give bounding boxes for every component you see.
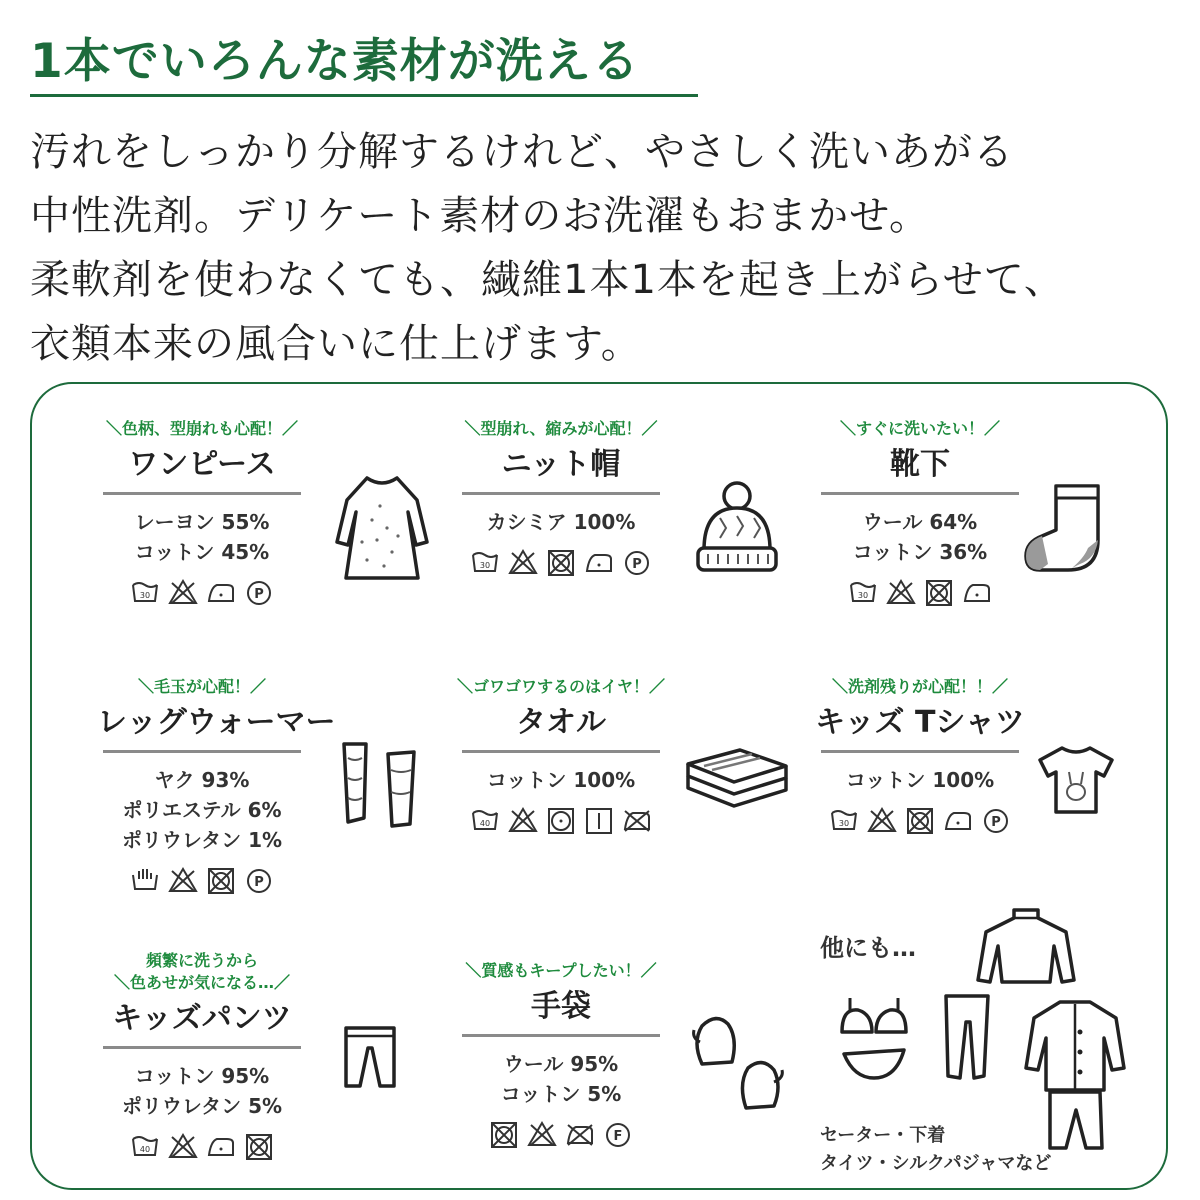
item-name: レッグウォーマー bbox=[97, 705, 336, 740]
item-material: コットン 100% bbox=[486, 768, 636, 792]
care-symbols bbox=[97, 865, 307, 897]
svg-text:30: 30 bbox=[479, 561, 491, 570]
item-material: ポリエステル 6% bbox=[122, 798, 282, 822]
tub-40-icon bbox=[129, 1131, 161, 1163]
item-name: ニット帽 bbox=[501, 447, 621, 482]
item-tagline: ＼毛玉が心配！／ bbox=[137, 677, 266, 696]
tights-icon bbox=[940, 992, 996, 1084]
iron-no-icon bbox=[621, 805, 653, 837]
item-name: 手袋 bbox=[531, 989, 591, 1024]
svg-text:P: P bbox=[632, 557, 642, 572]
iron-low-icon bbox=[205, 1131, 237, 1163]
item-material: ウール 64% bbox=[862, 510, 978, 534]
no-tumble-icon bbox=[488, 1119, 520, 1151]
item-card-onepiece bbox=[97, 418, 307, 609]
intro-line: 中性洗剤。デリケート素材のお洗濯もおまかせ。 bbox=[30, 193, 930, 239]
item-card-kids-pants bbox=[97, 950, 307, 1163]
line-dry-icon bbox=[583, 805, 615, 837]
kids-tshirt-icon bbox=[1036, 744, 1116, 816]
iron-no-icon bbox=[564, 1119, 596, 1151]
item-tagline: ＼すぐに洗いたい！／ bbox=[839, 419, 1000, 438]
item-material: カシミア 100% bbox=[486, 510, 636, 534]
item-material: コットン 36% bbox=[852, 540, 988, 564]
svg-text:F: F bbox=[613, 1129, 623, 1144]
item-card-gloves bbox=[456, 960, 666, 1151]
svg-text:P: P bbox=[254, 587, 264, 602]
mittens-icon bbox=[690, 1012, 790, 1114]
page-heading: 1本でいろんな素材が洗える bbox=[30, 34, 640, 89]
no-bleach-icon bbox=[885, 577, 917, 609]
item-material: ヤク 93% bbox=[154, 768, 250, 792]
svg-text:30: 30 bbox=[857, 591, 869, 600]
no-bleach-icon bbox=[167, 1131, 199, 1163]
svg-text:30: 30 bbox=[838, 819, 850, 828]
item-tagline: ＼ゴワゴワするのはイヤ！／ bbox=[456, 677, 665, 696]
svg-text:P: P bbox=[254, 875, 264, 890]
no-tumble-icon bbox=[205, 865, 237, 897]
dress-icon bbox=[332, 470, 432, 585]
item-tagline: ＼洗剤残りが心配！！／ bbox=[831, 677, 1008, 696]
dry-p-icon bbox=[980, 805, 1012, 837]
item-material: コットン 45% bbox=[134, 540, 270, 564]
item-name: タオル bbox=[516, 705, 606, 740]
svg-text:P: P bbox=[991, 815, 1001, 830]
intro-text bbox=[30, 120, 1180, 376]
no-bleach-icon bbox=[526, 1119, 558, 1151]
iron-low-icon bbox=[583, 547, 615, 579]
others-note-line: セーター・下着 bbox=[820, 1125, 946, 1146]
item-name: キッズパンツ bbox=[112, 1001, 292, 1036]
item-name: ワンピース bbox=[128, 447, 276, 482]
item-divider bbox=[103, 492, 301, 495]
dry-p-icon bbox=[243, 577, 275, 609]
iron-low-icon bbox=[942, 805, 974, 837]
item-material: コットン 95% bbox=[134, 1064, 270, 1088]
iron-low-icon bbox=[205, 577, 237, 609]
item-divider bbox=[462, 492, 660, 495]
intro-line: 柔軟剤を使わなくても、繊維1本1本を起き上がらせて、 bbox=[30, 257, 1065, 303]
item-divider bbox=[821, 750, 1019, 753]
tub-30-icon bbox=[847, 577, 879, 609]
tub-30-icon bbox=[828, 805, 860, 837]
svg-text:40: 40 bbox=[479, 819, 491, 828]
no-bleach-icon bbox=[167, 865, 199, 897]
hand-wash-icon bbox=[129, 865, 161, 897]
item-material: レーヨン 55% bbox=[134, 510, 270, 534]
item-divider bbox=[462, 1034, 660, 1037]
no-tumble-icon bbox=[243, 1131, 275, 1163]
tub-30-icon bbox=[129, 577, 161, 609]
others-note-line: タイツ・シルクパジャマなど bbox=[820, 1153, 1052, 1174]
no-bleach-icon bbox=[866, 805, 898, 837]
care-symbols bbox=[456, 805, 666, 837]
item-material: コットン 5% bbox=[500, 1082, 622, 1106]
no-bleach-icon bbox=[507, 805, 539, 837]
tub-40-icon bbox=[469, 805, 501, 837]
item-divider bbox=[103, 1046, 301, 1049]
care-symbols bbox=[815, 805, 1025, 837]
item-tagline: ＼色柄、型崩れも心配！／ bbox=[105, 419, 298, 438]
tub-30-icon bbox=[469, 547, 501, 579]
care-symbols bbox=[97, 577, 307, 609]
item-tagline: 頻繁に洗うから ＼色あせが気になる…／ bbox=[113, 951, 290, 992]
towel-icon bbox=[682, 742, 792, 814]
item-card-towel bbox=[456, 676, 666, 837]
item-tagline: ＼質感もキープしたい！／ bbox=[465, 961, 657, 980]
care-symbols bbox=[456, 1119, 666, 1151]
svg-text:30: 30 bbox=[139, 591, 151, 600]
others-note bbox=[820, 1122, 1051, 1178]
item-divider bbox=[462, 750, 660, 753]
item-card-socks bbox=[815, 418, 1025, 609]
item-material: ポリウレタン 1% bbox=[121, 828, 283, 852]
underwear-icon bbox=[834, 992, 914, 1084]
dry-p-icon bbox=[621, 547, 653, 579]
item-name: キッズ Tシャツ bbox=[815, 705, 1025, 740]
item-material: ポリウレタン 5% bbox=[121, 1094, 283, 1118]
others-title: 他にも… bbox=[820, 934, 916, 962]
sweater-icon bbox=[974, 906, 1078, 986]
care-symbols bbox=[456, 547, 666, 579]
item-divider bbox=[821, 492, 1019, 495]
item-name: 靴下 bbox=[890, 447, 950, 482]
item-card-knit-cap bbox=[456, 418, 666, 579]
care-symbols bbox=[97, 1131, 307, 1163]
heading-underline bbox=[30, 94, 698, 97]
item-tagline: ＼型崩れ、縮みが心配！／ bbox=[464, 419, 658, 438]
dry-f-icon bbox=[602, 1119, 634, 1151]
no-bleach-icon bbox=[167, 577, 199, 609]
no-tumble-icon bbox=[904, 805, 936, 837]
knit-cap-icon bbox=[690, 478, 785, 578]
intro-line: 衣類本来の風合いに仕上げます。 bbox=[30, 321, 642, 367]
dry-p-icon bbox=[243, 865, 275, 897]
care-symbols bbox=[815, 577, 1025, 609]
leg-warmer-icon bbox=[336, 738, 428, 830]
sock-icon bbox=[1022, 478, 1112, 578]
item-material: ウール 95% bbox=[503, 1052, 619, 1076]
no-tumble-icon bbox=[923, 577, 955, 609]
item-card-leg-warmer bbox=[97, 676, 336, 897]
tumble-low-icon bbox=[545, 805, 577, 837]
kids-pants-icon bbox=[340, 1022, 400, 1092]
no-tumble-icon bbox=[545, 547, 577, 579]
svg-text:40: 40 bbox=[139, 1145, 151, 1154]
item-material: コットン 100% bbox=[845, 768, 995, 792]
item-divider bbox=[103, 750, 301, 753]
item-card-kids-tshirt bbox=[815, 676, 1025, 837]
no-bleach-icon bbox=[507, 547, 539, 579]
intro-line: 汚れをしっかり分解するけれど、やさしく洗いあがる bbox=[30, 129, 1014, 175]
iron-low-icon bbox=[961, 577, 993, 609]
